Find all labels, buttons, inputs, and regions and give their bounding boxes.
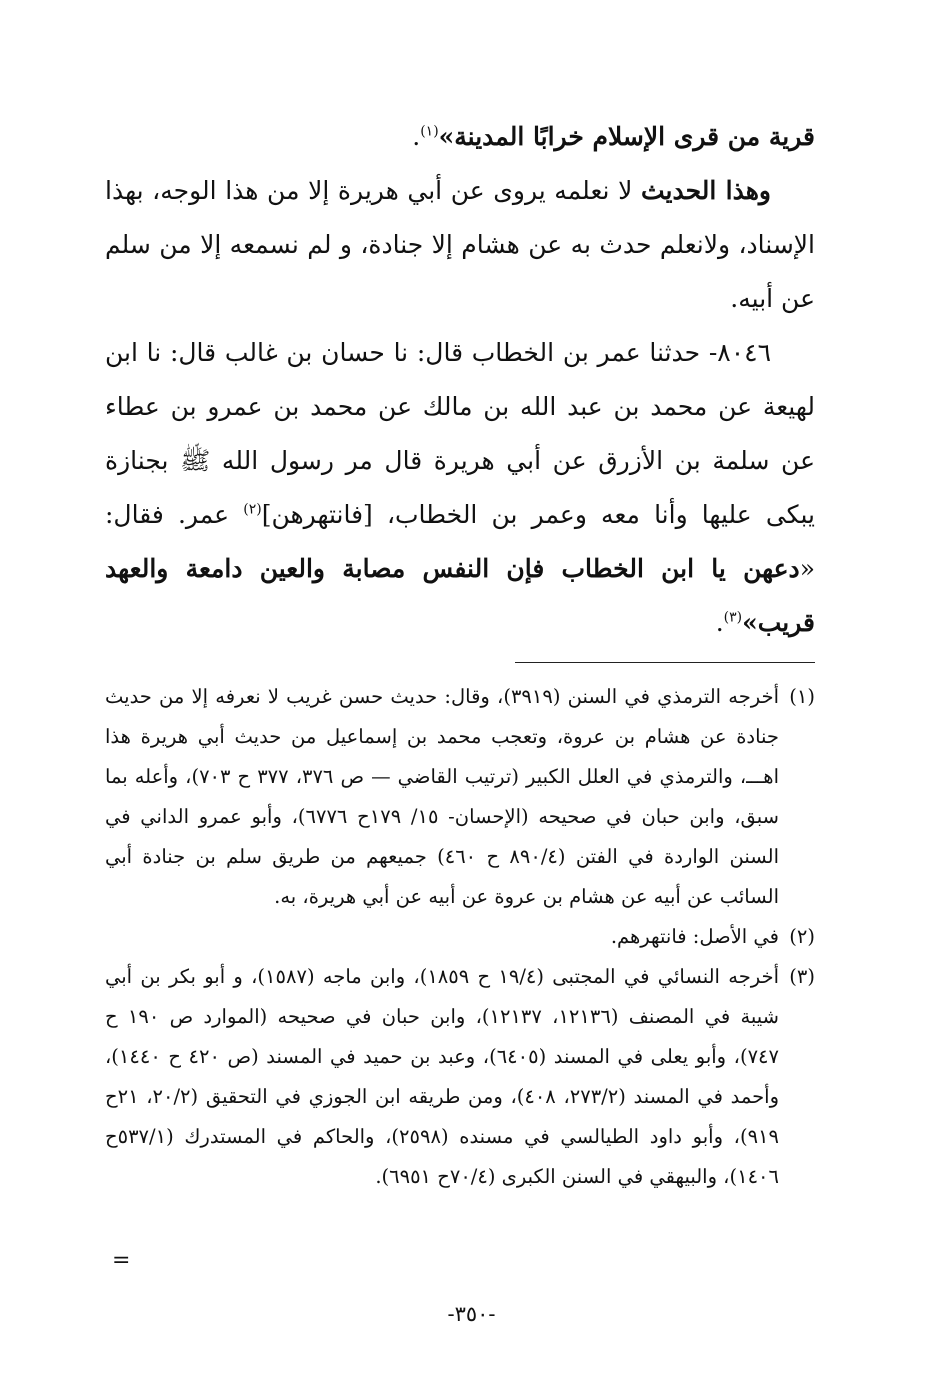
main-text [105,110,815,650]
footnote-2 [105,917,815,957]
paragraph-2-lead: وهذا الحديث [640,176,771,205]
paragraph-2-text: لا نعلمه يروى عن أبي هريرة إلا من هذا الوجه، بهذا الإسناد، ولانعلم حدث به عن هشام إلا جنادة، و لم نسمعه إلا من سلم عن أبيه. [105,176,815,313]
continuation-mark: = [112,1248,131,1273]
hadith-matn: دعهن يا ابن الخطاب فإن النفس مصابة والعين دامعة والعهد قريب» [105,554,815,637]
footnote-ref-1[interactable]: (١) [420,123,439,140]
paragraph-3-mid: عمر. فقال: « [105,500,815,583]
footnotes [105,677,815,1197]
footnote-text: في الأصل: فانتهرهم. [610,925,779,948]
paragraph-1 [105,110,815,164]
footnote-separator [515,662,815,663]
footnote-number: (٣) [789,965,815,988]
paragraph-1-end: . [412,122,421,151]
footnote-text: أخرجه الترمذي في السنن (٣٩١٩)، وقال: حديث حسن غريب لا نعرفه إلا من حديث جنادة عن هشام بن عروة، وتعجب محمد بن إسماعيل من حديث أبي هريرة هذا اهـــ، والترمذي في العلل الكبير (ترتيب القاضي — ص ٣٧٦، ٣٧٧ ح ٧٠٣)، وأعله بما سبق، وابن حبان في صحيحه (الإحسان- ١٥/ ١٧٩ح ٦٧٧٦)، وأبو عمرو الداني في السنن الواردة في الفتن (٨٩٠/٤ ح ٤٦٠) جميعهم من طريق سلم بن جنادة أبي السائب عن أبيه عن هشام بن عروة عن أبيه عن أبي هريرة، به. [105,685,779,908]
footnote-number: (١) [789,685,815,708]
footnote-text: أخرجه النسائي في المجتبى (١٩/٤ ح ١٨٥٩)، وابن ماجه (١٥٨٧)، و أبو بكر بن أبي شيبة في المصنف (١٢١٣٦، ١٢١٣٧)، وابن حبان في صحيحه (الموارد ص ١٩٠ ح ٧٤٧)، وأبو يعلى في المسند (٦٤٠٥)، وعبد بن حميد في المسند (ص ٤٢٠ ح ١٤٤٠)، وأحمد في المسند (٢٧٣/٢، ٤٠٨)، ومن طريقه ابن الجوزي في التحقيق (٢٠/٢، ٢١ح ٩١٩)، وأبو داود الطيالسي في مسنده (٢٥٩٨)، والحاكم في المستدرك (٥٣٧/١ح ١٤٠٦)، والبيهقي في السنن الكبرى (٧٠/٤ح ٦٩٥١). [105,965,780,1188]
paragraph-2 [105,164,815,326]
page-number: -٣٥٠- [447,1302,496,1326]
footnote-1 [105,677,815,917]
hadith-end-text: قرية من قرى الإسلام خرابًا المدينة» [438,122,815,151]
paragraph-3-end: . [715,608,724,637]
footnote-ref-3[interactable]: (٣) [723,609,743,626]
paragraph-3 [105,326,815,650]
footnote-ref-2[interactable]: (٢) [243,501,262,518]
footnote-3 [105,957,815,1197]
footnote-number: (٢) [789,925,815,948]
paragraph-3-isnad: ٨٠٤٦- حدثنا عمر بن الخطاب قال: نا حسان بن غالب قال: نا ابن لهيعة عن محمد بن عبد الله بن مالك عن محمد بن عمرو بن عطاء عن سلمة بن الأزرق عن أبي هريرة قال مر رسول الله ﷺ بجنازة يبكى عليها وأنا معه وعمر بن الخطاب، [فانتهرهن] [105,338,815,529]
